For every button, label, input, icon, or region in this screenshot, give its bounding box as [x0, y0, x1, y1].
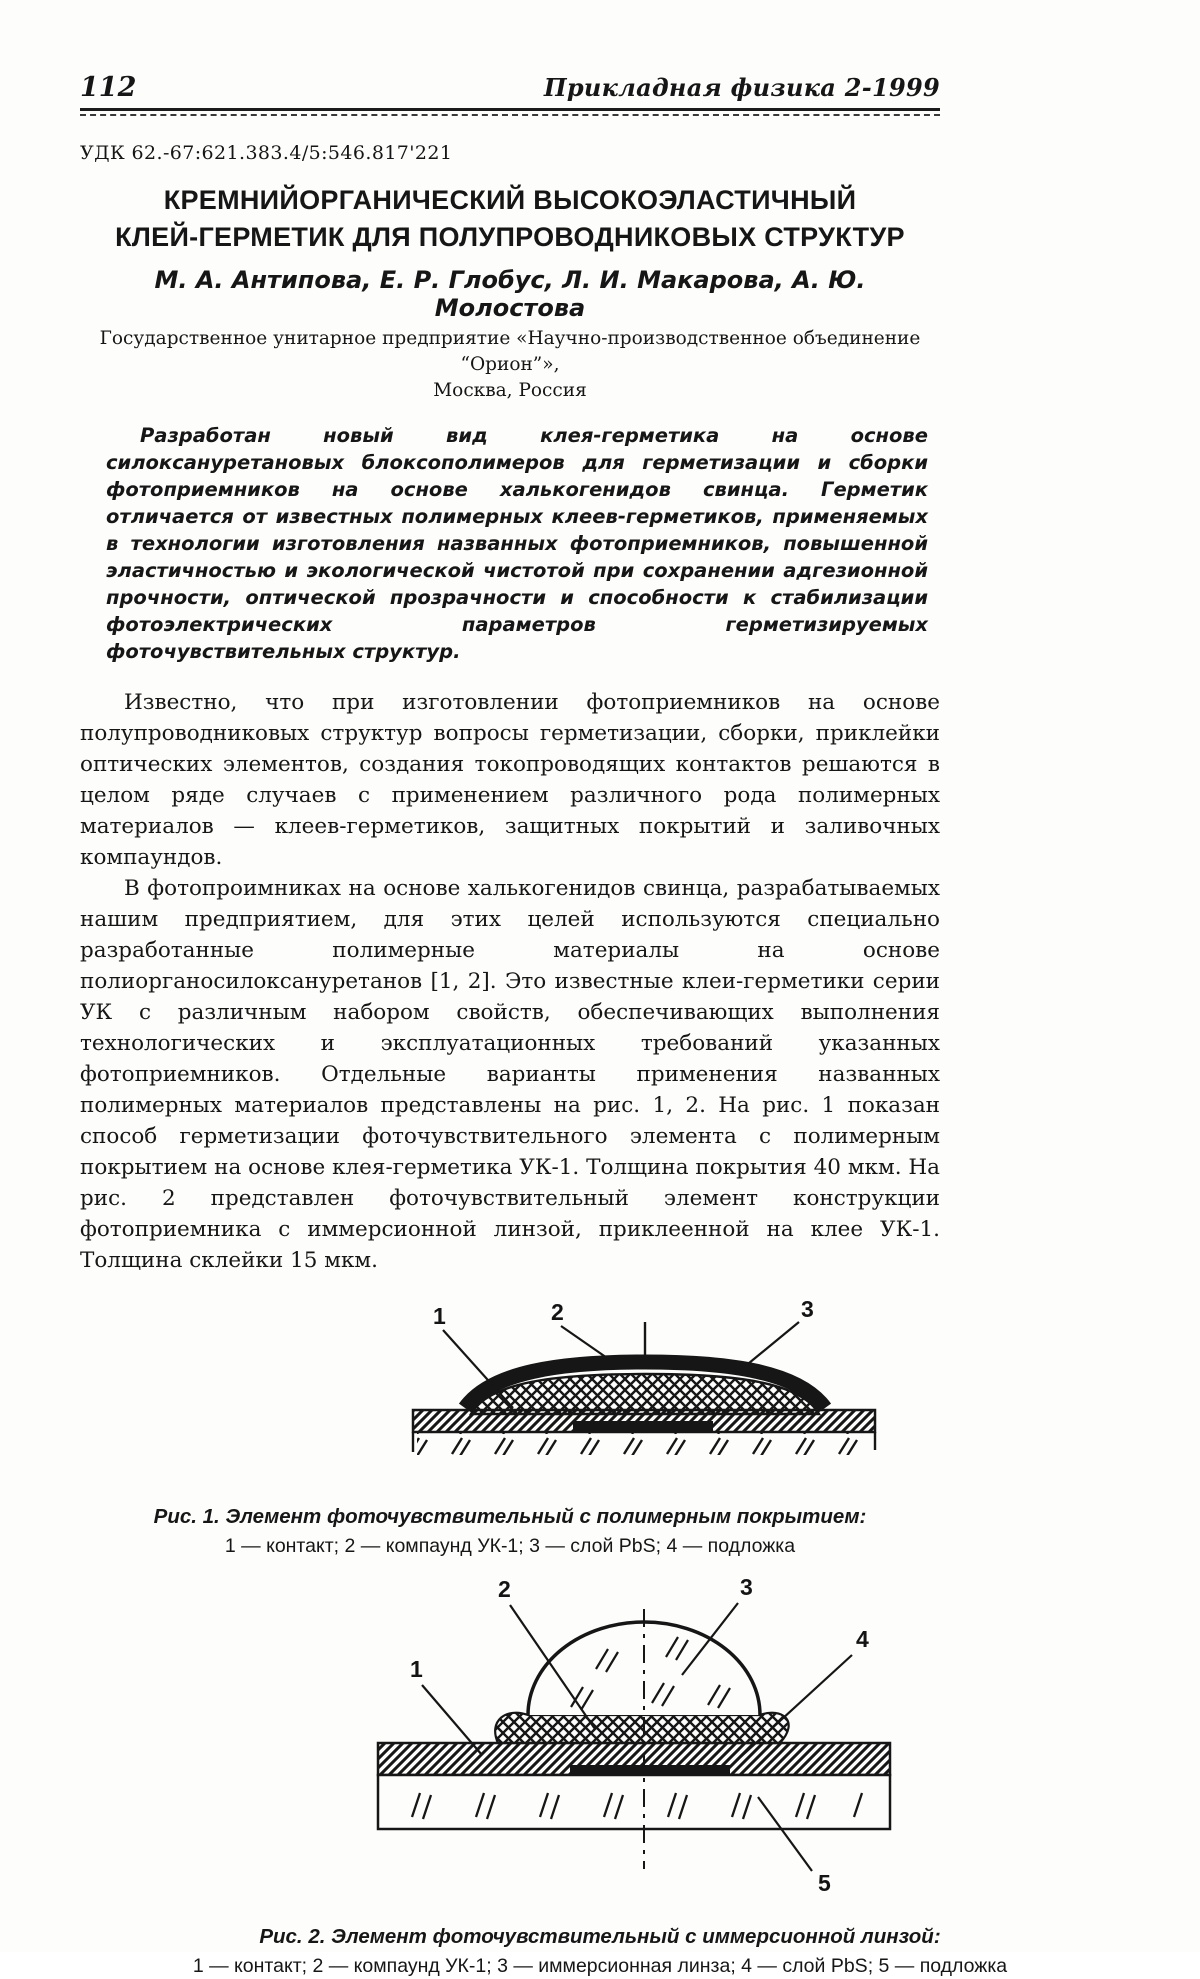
affiliation-line1: Государственное унитарное предприятие «Научно-производственное объединение “Орион”»,	[99, 328, 921, 375]
header-rule-dashed	[80, 114, 940, 116]
figure-1-caption-title: Рис. 1. Элемент фоточувствительный с полимерным покрытием:	[153, 1505, 867, 1528]
article-title-line2: КЛЕЙ-ГЕРМЕТИК ДЛЯ ПОЛУПРОВОДНИКОВЫХ СТРУКТУР	[115, 222, 905, 252]
abstract-paragraph: Разработан новый вид клея-герметика на основе силоксануретановых блоксополимеров для герметизации и сборки фотоприемников на основе халькогенидов свинца. Герметик отличается от известных полимерных клеев-герметиков, применяемых в технологии изготовления названных фотоприемников, повышенной эластичностью и экологической чистотой при сохранении адгезионной прочности, оптической прозрачности и способности к стабилизации фотоэлектрических параметров герметизируемых фоточувствительных структур.	[106, 424, 928, 663]
figure-2-caption-legend: 1 — контакт; 2 — компаунд УК-1; 3 — иммерсионная линза; 4 — слой PbS; 5 — подложка	[192, 1955, 1008, 1977]
fig2-label-2: 2	[498, 1576, 511, 1602]
page-header	[80, 72, 940, 103]
figure-1-caption-legend: 1 — контакт; 2 — компаунд УК-1; 3 — слой PbS; 4 — подложка	[224, 1535, 796, 1557]
article-body	[80, 687, 940, 1276]
fig2-label-3: 3	[740, 1574, 753, 1600]
page-number: 112	[80, 72, 137, 103]
figure-2-caption-title: Рис. 2. Элемент фоточувствительный с иммерсионной линзой:	[259, 1925, 941, 1948]
fig1-contact-strip	[413, 1410, 875, 1432]
figure-1-diagram	[405, 1296, 885, 1477]
fig1-label-3: 3	[801, 1296, 814, 1322]
fig2-compound-layer	[495, 1713, 788, 1743]
fig2-label-4: 4	[856, 1626, 869, 1652]
fig1-label-1: 1	[433, 1303, 446, 1329]
journal-title: Прикладная физика 2-1999	[543, 73, 940, 102]
affiliation	[80, 326, 940, 404]
body-paragraph-2: В фотопроимниках на основе халькогенидов свинца, разрабатываемых нашим предприятием, для этих целей используются специально разработанные полимерные материалы на основе полиорганосилоксануретанов [1, 2]. Это известные клеи-герметики серии УК с различным набором свойств, обеспечивающих выполнения технологических и эксплуатационных требований указанных фотоприемников. Отдельные варианты применения названных полимерных материалов представлены на рис. 1, 2. На рис. 1 показан способ герметизации фоточувствительного элемента с полимерным покрытием на основе клея-герметика УК-1. Толщина покрытия 40 мкм. На рис. 2 представлен фоточувствительный элемент конструкции фотоприемника с иммерсионной линзой, приклеенной на клее УК-1. Толщина склейки 15 мкм.	[80, 876, 940, 1273]
fig1-label-2: 2	[551, 1299, 564, 1325]
article-title	[80, 182, 940, 256]
figure-1-caption	[80, 1503, 940, 1559]
figure-2-diagram	[360, 1574, 920, 1899]
fig2-label-5: 5	[818, 1870, 831, 1896]
header-rule-solid	[80, 108, 940, 111]
authors-line: М. А. Антипова, Е. Р. Глобус, Л. И. Макарова, А. Ю. Молостова	[154, 266, 866, 322]
affiliation-line2: Москва, Россия	[433, 380, 587, 401]
body-paragraph-1: Известно, что при изготовлении фотоприемников на основе полупроводниковых структур вопросы герметизации, сборки, приклейки оптических элементов, создания токопроводящих контактов решаются в целом ряде случаев с применением различного рода полимерных материалов — клеев-герметиков, защитных покрытий и заливочных компаундов.	[80, 690, 940, 870]
fig2-substrate	[378, 1775, 890, 1829]
figure-2-caption	[80, 1923, 1120, 1979]
fig2-pbs-layer	[570, 1765, 730, 1775]
article-title-line1: КРЕМНИЙОРГАНИЧЕСКИЙ ВЫСОКОЭЛАСТИЧНЫЙ	[163, 185, 857, 215]
fig1-substrate-line	[413, 1432, 875, 1455]
udk-code: УДК 62.-67:621.383.4/5:546.817'221	[80, 142, 453, 164]
fig2-label-1: 1	[410, 1656, 423, 1682]
